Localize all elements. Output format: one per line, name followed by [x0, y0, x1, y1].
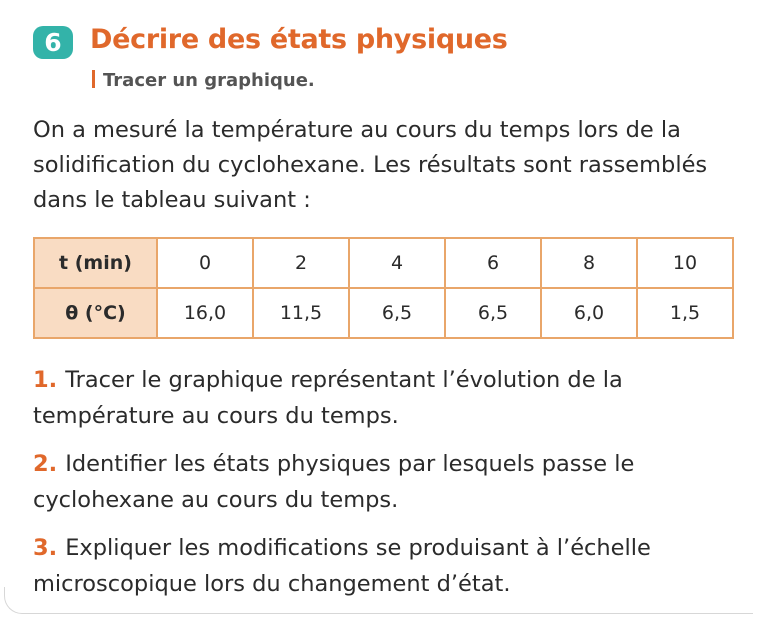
exercise-number-badge: 6: [33, 26, 73, 59]
exercise-title: Décrire des états physiques: [90, 24, 508, 55]
time-cell: 2: [253, 238, 349, 288]
time-header-cell: t (min): [34, 238, 157, 288]
temperature-cell: 16,0: [157, 288, 253, 338]
temperature-header-cell: θ (°C): [34, 288, 157, 338]
temperature-cell: 6,0: [541, 288, 637, 338]
question-number: 3.: [33, 535, 58, 561]
skill-line: [92, 70, 315, 91]
question-number: 2.: [33, 451, 58, 477]
time-cell: 8: [541, 238, 637, 288]
temperature-cell: 6,5: [445, 288, 541, 338]
question-text: Tracer le graphique représentant l’évolution de la température au cours du temps.: [33, 367, 623, 429]
question-1: [33, 362, 738, 434]
time-cell: 6: [445, 238, 541, 288]
temperature-cell: 1,5: [637, 288, 733, 338]
question-number: 1.: [33, 367, 58, 393]
skill-label: Tracer un graphique.: [103, 70, 315, 91]
skill-bar: [92, 70, 95, 88]
question-3: [33, 530, 738, 602]
question-text: Identifier les états physiques par lesquels passe le cyclohexane au cours du temps.: [33, 451, 635, 513]
table-row-temperature: [34, 288, 733, 338]
time-cell: 4: [349, 238, 445, 288]
temperature-cell: 11,5: [253, 288, 349, 338]
table-row-time: [34, 238, 733, 288]
question-2: [33, 446, 738, 518]
data-table: [33, 237, 734, 339]
question-text: Expliquer les modifications se produisant à l’échelle microscopique lors du changement d’état.: [33, 535, 651, 597]
intro-paragraph: On a mesuré la température au cours du temps lors de la solidification du cyclohexane. Les résultats sont rassemblés dans le tableau suivant :: [33, 117, 708, 213]
temperature-cell: 6,5: [349, 288, 445, 338]
time-cell: 0: [157, 238, 253, 288]
time-cell: 10: [637, 238, 733, 288]
